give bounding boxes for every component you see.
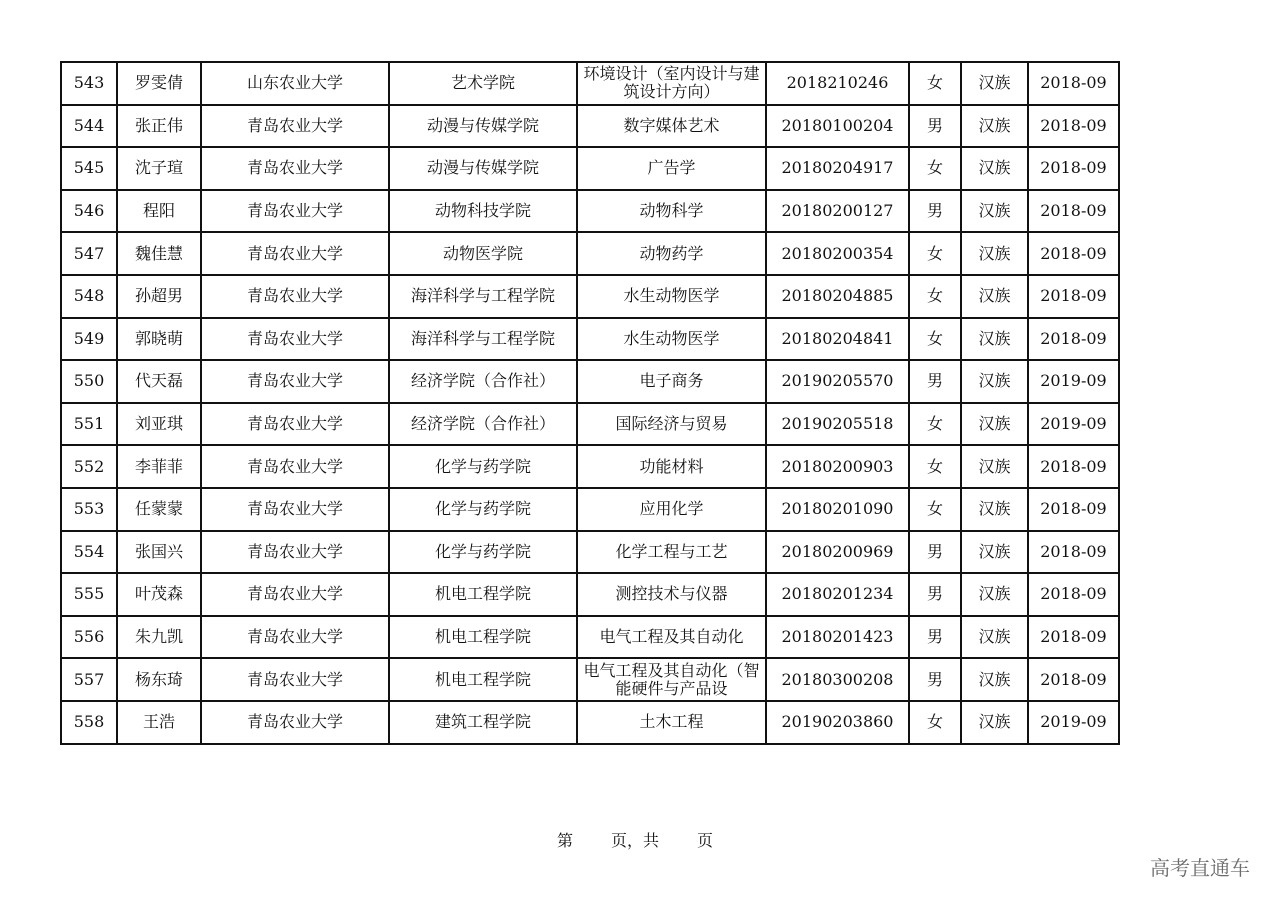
row-number-cell: 544 (61, 105, 117, 148)
university-cell: 青岛农业大学 (201, 616, 389, 659)
major-cell: 电子商务 (577, 360, 766, 403)
college-cell: 建筑工程学院 (389, 701, 577, 744)
enrollment-date-cell: 2019-09 (1028, 403, 1119, 446)
gender-cell: 男 (909, 658, 961, 701)
row-number-cell: 550 (61, 360, 117, 403)
row-number-cell: 557 (61, 658, 117, 701)
university-cell: 青岛农业大学 (201, 403, 389, 446)
student-id-cell: 20180200354 (766, 232, 909, 275)
college-cell: 动漫与传媒学院 (389, 147, 577, 190)
college-cell: 化学与药学院 (389, 531, 577, 574)
ethnicity-cell: 汉族 (961, 105, 1028, 148)
gender-cell: 女 (909, 701, 961, 744)
major-cell: 水生动物医学 (577, 275, 766, 318)
college-cell: 海洋科学与工程学院 (389, 318, 577, 361)
ethnicity-cell: 汉族 (961, 318, 1028, 361)
table-row (61, 616, 1119, 659)
major-cell: 动物药学 (577, 232, 766, 275)
enrollment-date-cell: 2018-09 (1028, 488, 1119, 531)
student-name-cell: 刘亚琪 (117, 403, 201, 446)
table-row (61, 573, 1119, 616)
footer-ye: 页 (697, 831, 714, 850)
university-cell: 青岛农业大学 (201, 445, 389, 488)
row-number-cell: 553 (61, 488, 117, 531)
university-cell: 青岛农业大学 (201, 275, 389, 318)
table-row (61, 403, 1119, 446)
gender-cell: 女 (909, 488, 961, 531)
enrollment-date-cell: 2018-09 (1028, 232, 1119, 275)
student-name-cell: 杨东琦 (117, 658, 201, 701)
table-row (61, 62, 1119, 105)
row-number-cell: 552 (61, 445, 117, 488)
college-cell: 动漫与传媒学院 (389, 105, 577, 148)
student-name-cell: 沈子瑄 (117, 147, 201, 190)
table-body (61, 62, 1119, 744)
university-cell: 青岛农业大学 (201, 701, 389, 744)
row-number-cell: 547 (61, 232, 117, 275)
row-number-cell: 554 (61, 531, 117, 574)
table-row (61, 105, 1119, 148)
ethnicity-cell: 汉族 (961, 147, 1028, 190)
student-id-cell: 20180300208 (766, 658, 909, 701)
university-cell: 青岛农业大学 (201, 488, 389, 531)
student-name-cell: 郭晓萌 (117, 318, 201, 361)
ethnicity-cell: 汉族 (961, 488, 1028, 531)
ethnicity-cell: 汉族 (961, 573, 1028, 616)
ethnicity-cell: 汉族 (961, 232, 1028, 275)
student-name-cell: 程阳 (117, 190, 201, 233)
student-id-cell: 20190205570 (766, 360, 909, 403)
row-number-cell: 555 (61, 573, 117, 616)
table-row (61, 147, 1119, 190)
university-cell: 青岛农业大学 (201, 658, 389, 701)
student-table (60, 61, 1120, 745)
gender-cell: 男 (909, 616, 961, 659)
gender-cell: 男 (909, 531, 961, 574)
major-cell: 功能材料 (577, 445, 766, 488)
student-id-cell: 20180200969 (766, 531, 909, 574)
ethnicity-cell: 汉族 (961, 445, 1028, 488)
table-row (61, 658, 1119, 701)
row-number-cell: 545 (61, 147, 117, 190)
college-cell: 化学与药学院 (389, 445, 577, 488)
gender-cell: 男 (909, 360, 961, 403)
college-cell: 机电工程学院 (389, 658, 577, 701)
major-cell: 动物科学 (577, 190, 766, 233)
major-cell: 土木工程 (577, 701, 766, 744)
student-name-cell: 王浩 (117, 701, 201, 744)
row-number-cell: 551 (61, 403, 117, 446)
university-cell: 青岛农业大学 (201, 573, 389, 616)
enrollment-date-cell: 2018-09 (1028, 105, 1119, 148)
enrollment-date-cell: 2018-09 (1028, 445, 1119, 488)
college-cell: 海洋科学与工程学院 (389, 275, 577, 318)
major-cell: 广告学 (577, 147, 766, 190)
student-id-cell: 20180204841 (766, 318, 909, 361)
ethnicity-cell: 汉族 (961, 62, 1028, 105)
student-name-cell: 张正伟 (117, 105, 201, 148)
gender-cell: 女 (909, 147, 961, 190)
gender-cell: 男 (909, 190, 961, 233)
student-name-cell: 张国兴 (117, 531, 201, 574)
major-cell: 电气工程及其自动化（智能硬件与产品设 (577, 658, 766, 701)
enrollment-date-cell: 2018-09 (1028, 147, 1119, 190)
college-cell: 机电工程学院 (389, 616, 577, 659)
gender-cell: 女 (909, 445, 961, 488)
watermark: 高考直通车 (1150, 856, 1250, 880)
row-number-cell: 543 (61, 62, 117, 105)
major-cell: 数字媒体艺术 (577, 105, 766, 148)
major-cell: 应用化学 (577, 488, 766, 531)
footer-ye-gong: 页，共 (611, 831, 660, 850)
university-cell: 青岛农业大学 (201, 360, 389, 403)
college-cell: 化学与药学院 (389, 488, 577, 531)
gender-cell: 男 (909, 573, 961, 616)
college-cell: 经济学院（合作社） (389, 360, 577, 403)
student-id-cell: 20180204917 (766, 147, 909, 190)
enrollment-date-cell: 2018-09 (1028, 531, 1119, 574)
gender-cell: 女 (909, 318, 961, 361)
university-cell: 山东农业大学 (201, 62, 389, 105)
student-id-cell: 20190203860 (766, 701, 909, 744)
major-cell: 水生动物医学 (577, 318, 766, 361)
row-number-cell: 546 (61, 190, 117, 233)
table-row (61, 488, 1119, 531)
table-row (61, 232, 1119, 275)
college-cell: 经济学院（合作社） (389, 403, 577, 446)
student-id-cell: 20180201423 (766, 616, 909, 659)
university-cell: 青岛农业大学 (201, 105, 389, 148)
enrollment-date-cell: 2019-09 (1028, 701, 1119, 744)
row-number-cell: 556 (61, 616, 117, 659)
student-id-cell: 20190205518 (766, 403, 909, 446)
university-cell: 青岛农业大学 (201, 147, 389, 190)
enrollment-date-cell: 2018-09 (1028, 275, 1119, 318)
major-cell: 环境设计（室内设计与建筑设计方向） (577, 62, 766, 105)
ethnicity-cell: 汉族 (961, 360, 1028, 403)
ethnicity-cell: 汉族 (961, 616, 1028, 659)
row-number-cell: 549 (61, 318, 117, 361)
student-name-cell: 任蒙蒙 (117, 488, 201, 531)
page-footer (557, 828, 713, 851)
student-id-cell: 20180100204 (766, 105, 909, 148)
enrollment-date-cell: 2018-09 (1028, 318, 1119, 361)
student-name-cell: 朱九凯 (117, 616, 201, 659)
university-cell: 青岛农业大学 (201, 190, 389, 233)
student-name-cell: 罗雯倩 (117, 62, 201, 105)
enrollment-date-cell: 2019-09 (1028, 360, 1119, 403)
enrollment-date-cell: 2018-09 (1028, 62, 1119, 105)
enrollment-date-cell: 2018-09 (1028, 573, 1119, 616)
gender-cell: 女 (909, 232, 961, 275)
student-name-cell: 李菲菲 (117, 445, 201, 488)
university-cell: 青岛农业大学 (201, 531, 389, 574)
college-cell: 机电工程学院 (389, 573, 577, 616)
ethnicity-cell: 汉族 (961, 531, 1028, 574)
ethnicity-cell: 汉族 (961, 658, 1028, 701)
ethnicity-cell: 汉族 (961, 403, 1028, 446)
major-cell: 电气工程及其自动化 (577, 616, 766, 659)
university-cell: 青岛农业大学 (201, 232, 389, 275)
table-row (61, 531, 1119, 574)
gender-cell: 男 (909, 105, 961, 148)
row-number-cell: 558 (61, 701, 117, 744)
major-cell: 国际经济与贸易 (577, 403, 766, 446)
student-name-cell: 魏佳慧 (117, 232, 201, 275)
table-row (61, 190, 1119, 233)
student-id-cell: 2018210246 (766, 62, 909, 105)
table-row (61, 445, 1119, 488)
table-row (61, 701, 1119, 744)
student-name-cell: 代天磊 (117, 360, 201, 403)
student-id-cell: 20180204885 (766, 275, 909, 318)
major-cell: 化学工程与工艺 (577, 531, 766, 574)
table-row (61, 318, 1119, 361)
ethnicity-cell: 汉族 (961, 275, 1028, 318)
gender-cell: 女 (909, 62, 961, 105)
college-cell: 艺术学院 (389, 62, 577, 105)
university-cell: 青岛农业大学 (201, 318, 389, 361)
student-name-cell: 叶茂森 (117, 573, 201, 616)
ethnicity-cell: 汉族 (961, 190, 1028, 233)
college-cell: 动物医学院 (389, 232, 577, 275)
gender-cell: 女 (909, 275, 961, 318)
gender-cell: 女 (909, 403, 961, 446)
footer-di: 第 (557, 831, 574, 850)
table-row (61, 275, 1119, 318)
major-cell: 测控技术与仪器 (577, 573, 766, 616)
enrollment-date-cell: 2018-09 (1028, 616, 1119, 659)
table-row (61, 360, 1119, 403)
row-number-cell: 548 (61, 275, 117, 318)
enrollment-date-cell: 2018-09 (1028, 190, 1119, 233)
student-id-cell: 20180201090 (766, 488, 909, 531)
student-name-cell: 孙超男 (117, 275, 201, 318)
student-id-cell: 20180201234 (766, 573, 909, 616)
student-id-cell: 20180200903 (766, 445, 909, 488)
ethnicity-cell: 汉族 (961, 701, 1028, 744)
student-id-cell: 20180200127 (766, 190, 909, 233)
enrollment-date-cell: 2018-09 (1028, 658, 1119, 701)
college-cell: 动物科技学院 (389, 190, 577, 233)
